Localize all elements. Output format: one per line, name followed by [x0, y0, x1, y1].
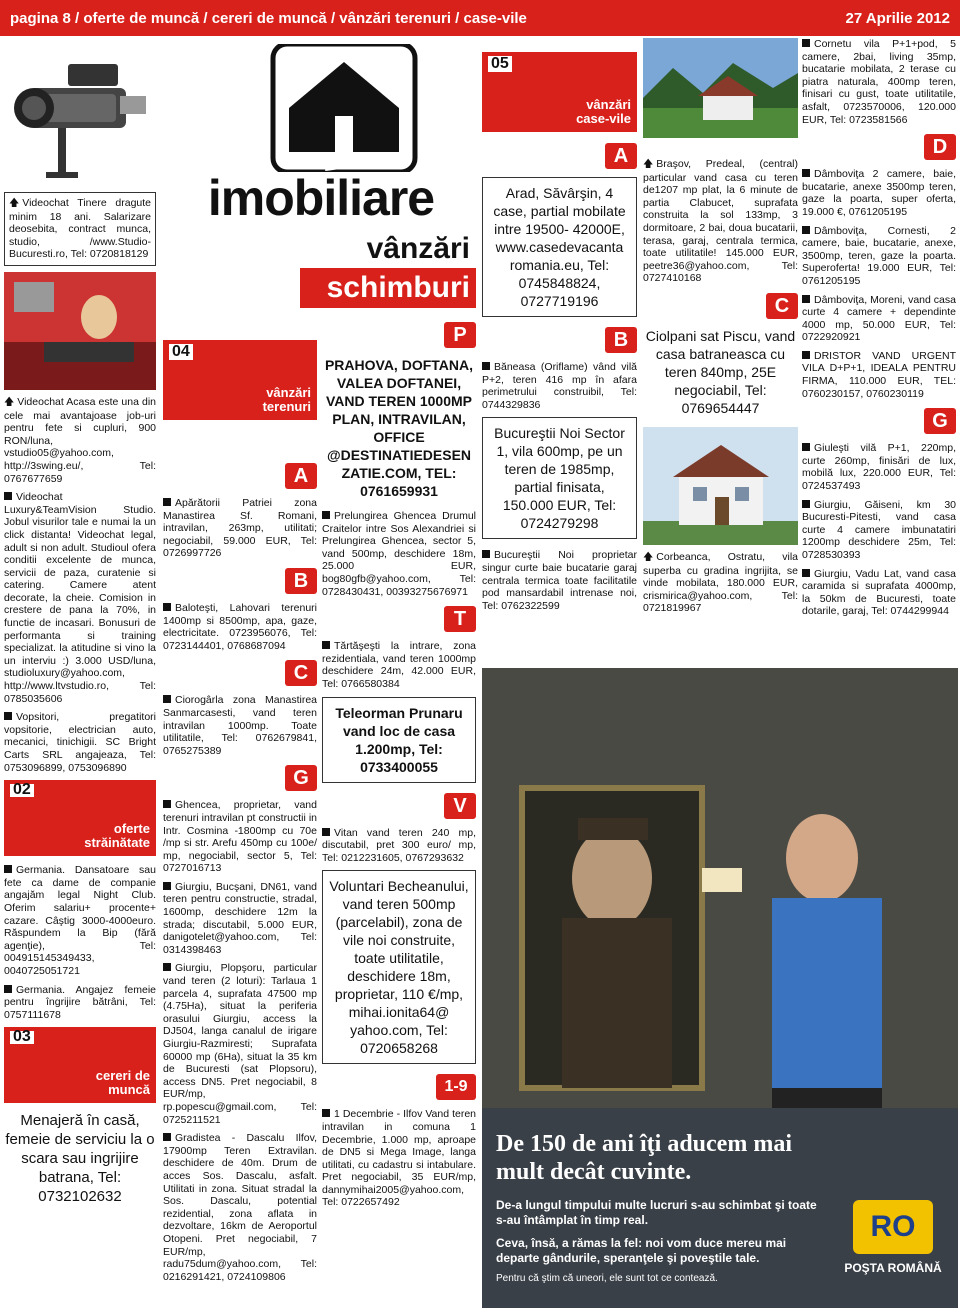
ad-tartasesti: Tărtăşeşti la intrare, zona rezidentiala, vand teren 1000mp deschidere 24m, 42.000 EUR, Tel: 0766580384 — [322, 640, 476, 690]
section-05-label: vânzări case-vile — [576, 97, 631, 126]
page-header-date: 27 Aprilie 2012 — [845, 9, 950, 27]
column-land-sales — [163, 455, 317, 1289]
section-03-label: cereri de muncă — [95, 1068, 150, 1098]
letter-b-badge: B — [285, 568, 317, 594]
ad-cornetu: Cornetu vila P+1+pod, 5 camere, 2bai, living 35mp, bucatarie mobilata, 2 terase cu piatra naturala, 400mp teren, finisari cu gust, toate utilitatile, asfalt, 0723570006, 120.000 EUR, Tel: 0723581566 — [802, 38, 956, 126]
bullet-square-icon — [322, 641, 330, 649]
ad-videochat-tinere: 🡅 Videochat Tinere dragute minim 18 ani. Salarizare deosebita, contract munca, studio, /www.Studio-Bucuresti.ro, Tel: 0720818129 — [4, 192, 156, 266]
ad-balotesti: Baloteşti, Lahovari terenuri 1400mp si 8500mp, apa, gaze, electricitate. 0723956076, Tel: 0723144401, 0768687094 — [163, 601, 317, 652]
letter-c-badge: C — [285, 660, 317, 686]
ad-dambovita-cornesti: Dâmboviţa, Cornesti, 2 camere, baie, bucatarie, anexe, 3500mp, teren, gaze la poarta. Superoferta! 19.000 EUR, Tel: 0761205195 — [802, 224, 956, 287]
video-camera-image — [8, 44, 158, 184]
ad-menajera: Menajeră în casă, femeie de serviciu la o scara sau ingrijire batrana, Tel: 0732102632 — [5, 1112, 155, 1206]
ad-ghencea: Ghencea, proprietar, vand terenuri intravilan pt constructii in Intr. Cosmina -1800mp cu 70e /mp si str. Arefu 450mp cu 100e/ mp, negociabil, sector 5, Tel: 0727016713 — [163, 799, 317, 875]
bullet-square-icon — [4, 985, 12, 993]
ad-ciorogarla: Ciorogârla zona Manastirea Sanmarcasesti, vand teren intravilan 1000mp. Toate utilitatile, Tel: 0762679841, 0765275389 — [163, 694, 317, 757]
section-05-header — [482, 52, 637, 132]
bullet-square-icon — [802, 569, 810, 577]
bullet-square-icon — [163, 963, 171, 971]
arrow-icon: 🡅 — [9, 198, 20, 209]
page-header-title: pagina 8 / oferte de muncă / cereri de muncă / vânzări terenuri / case-vile — [10, 9, 527, 27]
section-03-num: 03 — [10, 1031, 34, 1044]
ad-gradistea: Gradistea - Dascalu Ilfov, 17900mp Teren Extravilan. deschidere de 40m. Drum de acces Sos. Dascalu, asfalt. Utilitati in zona. Situat stradal la Sos. Dascalu, potential rezidential, zona aflata in dezvoltare, 16km de Aeroportul Otopeni. Pret negociabil, 7 EUR/mp, radu75dum@yahoo.com, Tel: 0216291421, 0724109806 — [163, 1132, 317, 1283]
ad-giurgiu-plopsoru: Giurgiu, Plopşoru, particular vand teren (2 loturi): Tarlaua 1 parcela 4, suprafata 47500 mp (4.75Ha), situat la periferia orasului Giurgiu, access la DJ504, langa canalul de irigare Giurgiu-Razmiresti; Suprafata 60000 mp (6Ha), situat la 35 km de Bucuresti (sat Plopsoru), access DN5. Pret negociabil, 8 EUR/mp, rp.popescu@gmail.com, Tel: 0725211521 — [163, 962, 317, 1126]
letter-a-badge: A — [285, 463, 317, 489]
letter-g-badge: G — [285, 765, 317, 791]
bullet-square-icon — [4, 712, 12, 720]
bullet-square-icon — [802, 500, 810, 508]
brand-title: imobiliare — [207, 170, 435, 226]
ad-dambovita-1: Dâmboviţa 2 camere, baie, bucatarie, anexe 3500mp teren, gaze la poarta, super oferta, 19.000 €, 0761205195 — [802, 168, 956, 218]
column-house-sales-3 — [802, 38, 956, 624]
ad-prahova-box: PRAHOVA, DOFTANA, VALEA DOFTANEI, VAND TEREN 1000MP PLAN, INTRAVILAN, OFFICE @DESTINATIEDESEN ZATIE.COM, TEL: 0761659931 — [324, 357, 474, 499]
ad-germania-ingrijire: Germania. Angajez femeie pentru îngrijire bătrâni, Tel: 0757111678 — [4, 983, 156, 1021]
bullet-square-icon — [163, 882, 171, 890]
posta-logo-mark: RO — [853, 1200, 933, 1254]
letter-g-badge: G — [924, 408, 956, 434]
bullet-square-icon — [322, 511, 330, 519]
section-02-label: oferte străinătate — [84, 821, 150, 851]
ad-teleorman-box: Teleorman Prunaru vand loc de casa 1.200mp, Tel: 0733400055 — [322, 697, 476, 783]
bullet-square-icon — [482, 362, 490, 370]
ad-giulesti: Giuleşti vilă P+1, 220mp, curte 260mp, finisări de lux, mobilă lux, 220.000 EUR, Tel: 0724537493 — [802, 442, 956, 493]
mountain-house-photo — [643, 38, 798, 138]
ad-giurgiu-bucsani: Giurgiu, Bucşani, DN61, vand teren pentru constructie, stradal, 1600mp, deschidere 12m la strada; discutabil, 5.000 EUR, danigotelet@yahoo.com, Tel: 0314398463 — [163, 880, 317, 956]
ad-brasov-predeal: 🡅 Braşov, Predeal, (central) particular vand casa cu teren de1207 mp plat, la 6 minute de partia Clabucet, suprafata construita la sol 133mp, 3 dormitoare, 2 bai, doua bucatarii, terasa, garaj, centrala termica, toate utilitatile! 145.000 EUR, peetre36@yahoo.com, Tel: 0727410168 — [643, 158, 798, 285]
ad-videochat-acasa: 🡅 Videochat Acasa este una din cele mai avantajoase job-uri pentru fete si cupluri, 900 RON/luna, vstudio05@yahoo.com, http://3swing.eu/, Tel: 0767677659 — [4, 395, 156, 485]
bullet-square-icon — [4, 492, 12, 500]
letter-d-badge: D — [924, 134, 956, 160]
section-04-num: 04 — [169, 344, 193, 360]
page-header-bar — [0, 0, 960, 36]
ad-corbeanca: 🡅 Corbeanca, Ostratu, vila superba cu gradina ingrijita, se vinde mobilata, 180.000 EUR, crismirica@yahoo.com, Tel: 0721819967 — [643, 550, 798, 615]
bullet-square-icon — [802, 351, 810, 359]
ad-dambovita-moreni: Dâmboviţa, Moreni, vand casa curte 4 camere + dependinte 4000 mp, 50.000 EUR, Tel: 0722920921 — [802, 293, 956, 344]
column-house-sales — [482, 145, 637, 618]
section-03-header — [4, 1027, 156, 1103]
bullet-square-icon — [4, 865, 12, 873]
arrow-icon: 🡅 — [643, 551, 654, 563]
section-05-num: 05 — [488, 56, 512, 72]
letter-p-badge: P — [444, 322, 476, 348]
ad-ciolpani-box: Ciolpani sat Piscu, vand casa batraneasca cu teren 840mp, 25E negociabil, Tel: 0769654447 — [645, 327, 796, 416]
ad-arad-box: Arad, Săvârşin, 4 case, partial mobilate intre 19500- 42000E, www.casedevacanta romania.eu, Tel: 0745848824, 0727719196 — [482, 177, 637, 317]
bullet-square-icon — [322, 828, 330, 836]
bullet-square-icon — [163, 603, 171, 611]
ad-vopsitori: Vopsitori, pregatitori vopsitorie, electrician auto, mecanici, tinichigii. SC Bright Carts SRL angajeaza, Tel: 0753096899, 0753096890 — [4, 711, 156, 774]
bullet-square-icon — [163, 695, 171, 703]
ad-dristor: DRISTOR VAND URGENT VILA D+P+1, IDEALA PENTRU FIRMA, 110.000 EUR, TEL: 0760230157, 0760230119 — [802, 349, 956, 400]
ad-videochat-luxury: Videochat Luxury&TeamVision Studio. Jobul visurilor tale e numai la un click distanta! Videochat legal, adult si non adult. Studioul ofera conditii excelente de munca, servicii de paza, curatenie si catering. Camere atent decorate, la cheie. Comision in crestere de pana la 70%, in functie de incasari. Bonusuri de performanta si training specializat. la atitudine si vino la un interviu :) 3.000 USD/luna, studioluxury@yahoo.com, http://www.ltvstudio.ro, Tel: 0785035606 — [4, 491, 156, 705]
posta-body: Ceva, însă, a rămas la fel: noi vom duce mereu mai departe gândurile, speranţele şi poveştile tale. — [496, 1236, 787, 1265]
ad-baneasa: Băneasa (Oriflame) vând vilă P+2, teren 416 mp în afara perimetrului construibil, Tel: 0744329836 — [482, 361, 637, 411]
posta-headline: De 150 de ani îţi aducem mai mult decât cuvinte. — [496, 1131, 792, 1185]
ad-giurgiu-vadu-lat: Giurgiu, Vadu Lat, vand casa caramida si suprafata 4000mp, la 50km de Bucuresti, toate dotarile, garaj, Tel: 0744299944 — [802, 567, 956, 618]
section-04-label: vânzări terenuri — [262, 385, 311, 414]
letter-a-badge: A — [605, 143, 637, 169]
ad-bucurestii-noi: Bucureştii Noi proprietar singur curte baie bucatarie garaj centrala termica toate facilitatile pod mansardabil intrenase noi, Tel: 0762322599 — [482, 549, 637, 612]
ad-prelungirea-ghencea: Prelungirea Ghencea Drumul Craitelor intre Sos Alexandriei si Prelungirea Ghencea, sector 5, vand 500mp, deschidere 18m, 25.000 EUR, bog80gfb@yahoo.com, Tel: 0728430431, 00393275676971 — [322, 510, 476, 598]
house-photo — [643, 427, 798, 545]
section-02-header — [4, 780, 156, 856]
bullet-square-icon — [163, 498, 171, 506]
house-logo-icon — [215, 44, 473, 172]
letter-v-badge: V — [444, 793, 476, 819]
column-job-offers — [4, 188, 156, 1216]
ad-vitan: Vitan vand teren 240 mp, discutabil, pret 300 euro/ mp, Tel: 0212231605, 0767293632 — [322, 826, 476, 864]
brand-sub-schimburi: schimburi — [300, 268, 476, 308]
section-02-num: 02 — [10, 784, 34, 797]
column-land-sales-2 — [322, 324, 476, 1215]
ad-aparatorii: Apărătorii Patriei zona Manastirea Sf. Romani, intravilan, 263mp, utilitati; negociabil, 59.000 EUR, Tel: 0726997726 — [163, 497, 317, 560]
ad-bucurestii-noi-box: Bucureştii Noi Sector 1, vila 600mp, pe un teren de 1985mp, partial finisata, 150.000 EUR, Tel: 0724279298 — [482, 417, 637, 539]
posta-logo-text: POŞTA ROMÂNĂ — [844, 1261, 942, 1275]
posta-thanks: Pentru că ştim că uneori, ele sunt tot ce contează. — [496, 1273, 718, 1284]
letter-19-badge: 1-9 — [436, 1074, 476, 1100]
posta-logo — [838, 1200, 948, 1290]
section-04-header — [163, 340, 317, 420]
ad-giurgiu-gaiseni: Giurgiu, Găiseni, km 30 Bucuresti-Pitesti, vand casa curte 4 camere imbunatatiri 1200mp deschidere 25m, Tel: 0728530393 — [802, 498, 956, 561]
column-house-sales-2 — [643, 158, 798, 621]
bullet-square-icon — [163, 1133, 171, 1141]
letter-b-badge: B — [605, 327, 637, 353]
ad-germania-dansatoare: Germania. Dansatoare sau fete ca dame de companie angajăm legal Night Club. Oferim salariu+ procente+ cazare. Câştig 3000-4000euro. Răspundem la Bip (fără agenţie), Tel: 004915145349433, 0040725051721 — [4, 864, 156, 977]
bullet-square-icon — [802, 443, 810, 451]
posta-romana-ad — [482, 668, 958, 1308]
bullet-square-icon — [802, 39, 810, 47]
bullet-square-icon — [163, 800, 171, 808]
brand-sub-vanzari: vânzări — [366, 232, 470, 265]
ad-voluntari-box: Voluntari Becheanului, vand teren 500mp (parcelabil), zona de vile noi construite, toate utilitatile, deschidere 18m, proprietar, 110 €/mp, mihai.ionita64@ yahoo.com, Tel: 0720658268 — [322, 870, 476, 1064]
bullet-square-icon — [802, 226, 810, 234]
bullet-square-icon — [802, 169, 810, 177]
ad-1-decembrie: 1 Decembrie - Ilfov Vand teren intravilan in comuna 1 Decembrie, 1.000 mp, aproape de DN5 si Mega Image, langa utilitati, cu cadastru si intabulare. Pret negociabil, 35 EUR/mp, dannymihai2005@yahoo.com, Tel: 0722657492 — [322, 1108, 476, 1209]
posta-sub: De-a lungul timpului multe lucruri s-au schimbat şi toate s-au întâmplat în timp real. — [496, 1198, 817, 1227]
bullet-square-icon — [322, 1109, 330, 1117]
bullet-square-icon — [482, 550, 490, 558]
arrow-icon: 🡅 — [643, 159, 654, 170]
videochat-photo — [4, 272, 156, 390]
letter-t-badge: T — [444, 606, 476, 632]
letter-c-badge: C — [766, 293, 798, 319]
bullet-square-icon — [802, 295, 810, 303]
arrow-icon: 🡅 — [4, 396, 15, 408]
